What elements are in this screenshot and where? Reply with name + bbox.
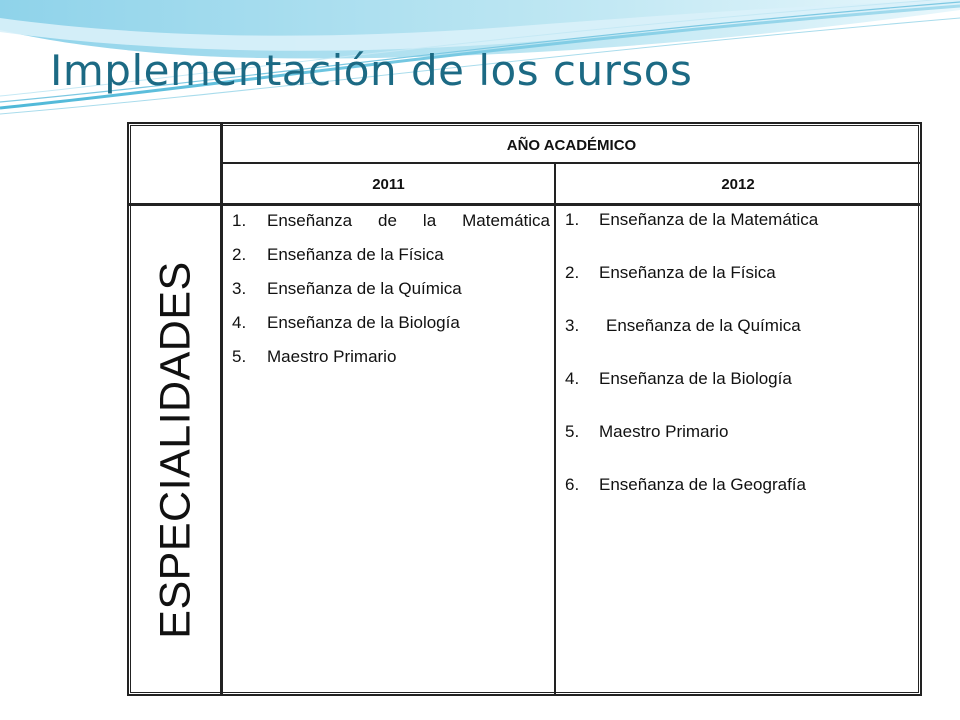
list-item: 6. Enseñanza de la Geografía (565, 472, 910, 497)
list-item: 2. Enseñanza de la Física (565, 260, 910, 285)
specialties-label-cell (131, 205, 221, 695)
list-item: 2. Enseñanza de la Física (232, 241, 550, 268)
list-item: 3. Enseñanza de la Química (565, 313, 910, 338)
year-2011-header: 2011 (372, 176, 405, 193)
item-number: 1. (232, 211, 247, 230)
specialties-label: ESPECIALIDADES (151, 261, 200, 639)
list-item: 1. Enseñanza de la Matemática (232, 207, 550, 234)
item-number: 3. (232, 279, 247, 298)
list-item: 4. Enseñanza de la Biología (565, 366, 910, 391)
item-number: 5. (232, 347, 247, 366)
list-item: 3. Enseñanza de la Química (232, 275, 550, 302)
academic-year-header: AÑO ACADÉMICO (506, 137, 637, 154)
list-item: 4. Enseñanza de la Biología (232, 309, 550, 336)
courses-2012-list (565, 207, 910, 525)
item-number: 4. (232, 313, 247, 332)
item-number: 5. (565, 422, 580, 441)
list-item: 1. Enseñanza de la Matemática (565, 207, 910, 232)
courses-2011-list (232, 207, 550, 377)
year-column-divider (554, 163, 556, 696)
slide-title: Implementación de los cursos (50, 46, 693, 95)
item-number: 1. (565, 210, 580, 229)
item-number: 2. (232, 245, 247, 264)
header-row-divider (221, 162, 920, 164)
list-item: 5. Maestro Primario (232, 343, 550, 370)
item-number: 2. (565, 263, 580, 282)
list-item: 5. Maestro Primario (565, 419, 910, 444)
year-2012-header: 2012 (721, 176, 755, 193)
item-number: 6. (565, 475, 580, 494)
item-number: 4. (565, 369, 580, 388)
item-number: 3. (565, 316, 580, 335)
year-row-divider (127, 203, 922, 206)
